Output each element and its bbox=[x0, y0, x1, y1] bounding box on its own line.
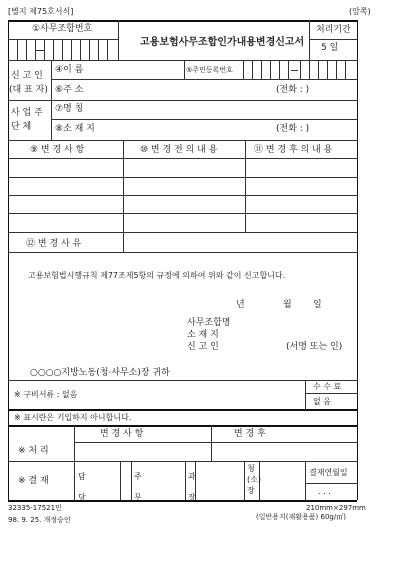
change-reason-label: ⑫ 변 경 사 유 bbox=[26, 239, 82, 249]
fee-value: 없 음 bbox=[313, 397, 331, 406]
reporter-name-field[interactable] bbox=[130, 62, 182, 75]
reporter-address-label: ⑥주 소 bbox=[55, 85, 84, 95]
change-item-header: ⑨ 변 경 사 항 bbox=[30, 145, 85, 155]
business-name-field[interactable] bbox=[130, 102, 350, 115]
date-month: 월 bbox=[283, 300, 292, 310]
business-location-field[interactable] bbox=[110, 121, 270, 136]
addressee: ○○○○지방노동(청·사무소)장 귀하 bbox=[30, 368, 170, 378]
paper-size: 210mm×297mm bbox=[306, 504, 366, 512]
association-number-label: ①사무조합번호 bbox=[32, 24, 93, 34]
approval-date-note: 98. 9. 25. 개정승인 bbox=[8, 516, 71, 524]
change-row-3[interactable] bbox=[8, 213, 357, 214]
signature-note: (서명 또는 인) bbox=[286, 342, 343, 352]
business-name-label: ⑦명 칭 bbox=[55, 104, 84, 114]
reporter-address-field[interactable] bbox=[110, 81, 270, 96]
business-group-label: 단 체 bbox=[11, 122, 32, 132]
form-title: 고용보험사무조합인가내용변경신고서 bbox=[140, 37, 305, 48]
business-owner-label: 사 업 주 bbox=[11, 108, 43, 118]
approval-section-chief-label: 과장 bbox=[188, 472, 196, 502]
business-location-label: ⑧소 재 지 bbox=[55, 124, 95, 134]
reporter-phone-label: (전화 : ) bbox=[276, 85, 310, 95]
reporter-name-label: ④이 름 bbox=[55, 65, 84, 75]
processing-after-field[interactable] bbox=[214, 444, 354, 459]
approval-head-label: 청(소)장 bbox=[247, 464, 261, 495]
page-side: (앞쪽) bbox=[349, 7, 371, 16]
approval-label: ※ 결 재 bbox=[18, 476, 49, 486]
processing-item-field[interactable] bbox=[77, 444, 208, 459]
frame-top bbox=[8, 20, 357, 22]
declaration-text: 고용보험법시행규칙 제77조제5항의 규정에 의하여 위와 같이 신고합니다. bbox=[28, 271, 286, 280]
representative-label: (대 표 자) bbox=[9, 85, 48, 95]
before-content-header: ⑩ 변 경 전 의 내 용 bbox=[140, 145, 218, 155]
change-row-4[interactable] bbox=[8, 232, 357, 233]
form-number: [별지 제75호서식] bbox=[8, 7, 74, 16]
form-code: 32335-17521민 bbox=[8, 504, 62, 512]
required-documents: ※ 구비서류 : 없음 bbox=[14, 390, 78, 399]
frame-right bbox=[357, 20, 358, 500]
rrn-label: ⑤주민등록번호 bbox=[186, 66, 233, 74]
change-row-2[interactable] bbox=[8, 195, 357, 196]
change-row-1[interactable] bbox=[8, 177, 357, 178]
date-day: 일 bbox=[313, 300, 322, 310]
approval-date-value[interactable]: . . . bbox=[318, 487, 331, 496]
signer-location: 소 재 지 bbox=[187, 330, 219, 340]
fee-label: 수 수 료 bbox=[313, 382, 342, 391]
approval-staff-label: 담당 bbox=[78, 472, 86, 502]
processing-item-header: 변 경 사 항 bbox=[100, 429, 144, 439]
processing-period-label: 처리기간 bbox=[316, 25, 351, 35]
after-content-header: ⑪ 변 경 후 의 내 용 bbox=[254, 145, 333, 155]
paper-type: (일반용지(재활용품) 60g/㎡) bbox=[256, 513, 346, 521]
processing-period-value: 5 일 bbox=[321, 43, 339, 53]
processing-after-header: 변 경 후 bbox=[234, 429, 266, 439]
date-year: 년 bbox=[236, 300, 245, 310]
approval-date-label: 결재연월일 bbox=[309, 468, 348, 477]
approval-officer-label: 주무 bbox=[134, 472, 142, 502]
signer-association-name: 사무조합명 bbox=[187, 318, 231, 328]
office-use-note: ※ 표시란은 기입하지 아니합니다. bbox=[14, 413, 132, 422]
processing-label: ※ 처 리 bbox=[18, 446, 49, 456]
change-reason-field[interactable] bbox=[126, 234, 354, 250]
signer-reporter: 신 고 인 bbox=[187, 342, 219, 352]
reporter-label: 신 고 인 bbox=[11, 71, 43, 81]
business-phone-label: (전화 : ) bbox=[276, 124, 310, 134]
